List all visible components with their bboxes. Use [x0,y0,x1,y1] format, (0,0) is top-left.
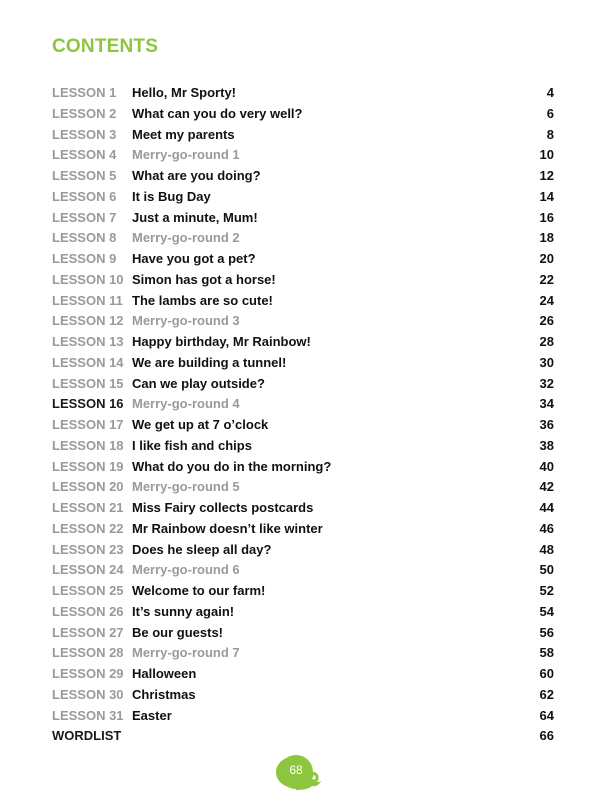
lesson-label: LESSON 31 [52,707,124,723]
lesson-title: Simon has got a horse! [132,271,276,287]
lesson-label: LESSON 11 [52,292,123,308]
lesson-label: LESSON 28 [52,645,124,661]
contents-list [52,83,554,747]
page-ref: 52 [539,583,554,598]
lesson-title: Merry-go-round 4 [132,396,240,412]
lesson-label: LESSON 13 [52,334,124,349]
toc-row[interactable] [52,643,554,664]
toc-row[interactable] [52,581,554,602]
lesson-title: Merry-go-round 6 [132,562,240,578]
toc-row[interactable] [52,249,554,270]
lesson-title: Miss Fairy collects postcards [132,500,314,515]
lesson-title: What can you do very well? [132,105,303,121]
lesson-label: LESSON 29 [52,666,124,681]
toc-row[interactable] [52,311,554,332]
toc-row[interactable] [52,228,554,249]
toc-row[interactable] [52,477,554,498]
toc-row[interactable] [52,291,554,312]
toc-row[interactable] [52,498,554,519]
toc-row[interactable] [52,208,554,229]
lesson-label: WORDLIST [52,728,122,744]
lesson-title: Mr Rainbow doesn’t like winter [132,520,323,536]
toc-row[interactable] [52,374,554,395]
toc-row[interactable] [52,436,554,457]
page-number-badge [276,754,322,790]
page-ref: 34 [539,396,554,412]
page-ref: 30 [539,354,554,370]
lesson-title: Have you got a pet? [132,251,256,266]
page-ref: 4 [546,85,554,100]
toc-row[interactable] [52,457,554,478]
page-ref: 36 [539,417,554,432]
page-title: CONTENTS [52,36,159,57]
lesson-label: LESSON 8 [52,230,117,246]
lesson-title: The lambs are so cute! [132,292,273,308]
page-ref: 12 [539,168,554,183]
page-ref: 10 [539,147,554,163]
toc-row[interactable] [52,332,554,353]
lesson-title: Merry-go-round 1 [132,147,240,163]
lesson-label: LESSON 24 [52,562,124,578]
toc-row[interactable] [52,726,554,747]
toc-row[interactable] [52,706,554,727]
lesson-label: LESSON 7 [52,209,117,225]
lesson-label: LESSON 27 [52,624,124,640]
page-ref: 20 [539,251,554,266]
toc-row[interactable] [52,104,554,125]
page-ref: 40 [539,458,554,474]
lesson-title: Easter [132,707,172,723]
page-ref: 24 [539,292,554,308]
lesson-label: LESSON 22 [52,520,124,536]
lesson-label: LESSON 3 [52,126,117,142]
lesson-title: It’s sunny again! [132,603,235,619]
lesson-title: Halloween [132,666,197,681]
lesson-title: Merry-go-round 5 [132,479,240,495]
toc-row[interactable] [52,560,554,581]
toc-row[interactable] [52,83,554,104]
lesson-label: LESSON 9 [52,251,117,266]
toc-row[interactable] [52,685,554,706]
lesson-title: Welcome to our farm! [132,583,266,598]
lesson-label: LESSON 17 [52,417,124,432]
lesson-title: Meet my parents [132,126,235,142]
lesson-label: LESSON 10 [52,271,124,287]
toc-row[interactable] [52,602,554,623]
page-ref: 14 [539,188,554,204]
lesson-label: LESSON 15 [52,375,124,391]
lesson-title: We are building a tunnel! [132,354,287,370]
lesson-label: LESSON 12 [52,313,124,329]
page-ref: 44 [539,500,554,515]
page-ref: 8 [546,126,554,142]
lesson-label: LESSON 30 [52,686,124,702]
page-ref: 26 [539,313,554,329]
page-ref: 56 [539,624,554,640]
page-ref: 62 [539,686,554,702]
lesson-label: LESSON 2 [52,105,117,121]
page-ref: 22 [539,271,554,287]
lesson-label: LESSON 6 [52,188,117,204]
page-ref: 64 [539,707,554,723]
lesson-title: Happy birthday, Mr Rainbow! [132,334,311,349]
lesson-title: What are you doing? [132,168,261,183]
toc-row[interactable] [52,394,554,415]
lesson-label: LESSON 19 [52,458,124,474]
page-ref: 46 [539,520,554,536]
lesson-label: LESSON 4 [52,147,117,163]
lesson-label: LESSON 14 [52,354,124,370]
toc-row[interactable] [52,125,554,146]
lesson-label: LESSON 16 [52,396,124,412]
toc-row[interactable] [52,187,554,208]
lesson-label: LESSON 21 [52,500,124,515]
page-ref: 54 [539,603,554,619]
lesson-title: Merry-go-round 7 [132,645,240,661]
page-ref: 42 [539,479,554,495]
page-ref: 18 [539,230,554,246]
page-number: 68 [289,763,303,777]
lesson-title: Merry-go-round 2 [132,230,240,246]
lesson-title: It is Bug Day [132,188,211,204]
toc-row[interactable] [52,540,554,561]
page-ref: 32 [539,375,554,391]
lesson-title: What do you do in the morning? [132,458,332,474]
page-ref: 28 [539,334,554,349]
page-ref: 38 [539,437,554,453]
lesson-label: LESSON 20 [52,479,124,495]
lesson-title: Just a minute, Mum! [132,209,258,225]
toc-row[interactable] [52,353,554,374]
lesson-title: Does he sleep all day? [132,541,272,557]
lesson-title: Can we play outside? [132,375,265,391]
toc-row[interactable] [52,623,554,644]
toc-row[interactable] [52,145,554,166]
toc-row[interactable] [52,166,554,187]
page-ref: 50 [539,562,554,578]
lesson-label: LESSON 23 [52,541,124,557]
lesson-label: LESSON 25 [52,583,124,598]
lesson-title: We get up at 7 o’clock [132,417,269,432]
page-ref: 48 [539,541,554,557]
page-ref: 16 [539,209,554,225]
toc-row[interactable] [52,415,554,436]
lesson-label: LESSON 18 [52,437,124,453]
toc-row[interactable] [52,664,554,685]
lesson-title: Be our guests! [132,624,224,640]
lesson-label: LESSON 1 [52,85,117,100]
lesson-title: Christmas [132,686,196,702]
lesson-title: I like fish and chips [132,437,252,453]
lesson-label: LESSON 5 [52,168,117,183]
page-ref: 58 [539,645,554,661]
page-ref: 6 [546,105,554,121]
toc-row[interactable] [52,519,554,540]
page-ref: 66 [539,728,554,744]
lesson-label: LESSON 26 [52,603,124,619]
lesson-title: Merry-go-round 3 [132,313,240,329]
page-ref: 60 [539,666,554,681]
lesson-title: Hello, Mr Sporty! [132,85,237,100]
toc-row[interactable] [52,270,554,291]
